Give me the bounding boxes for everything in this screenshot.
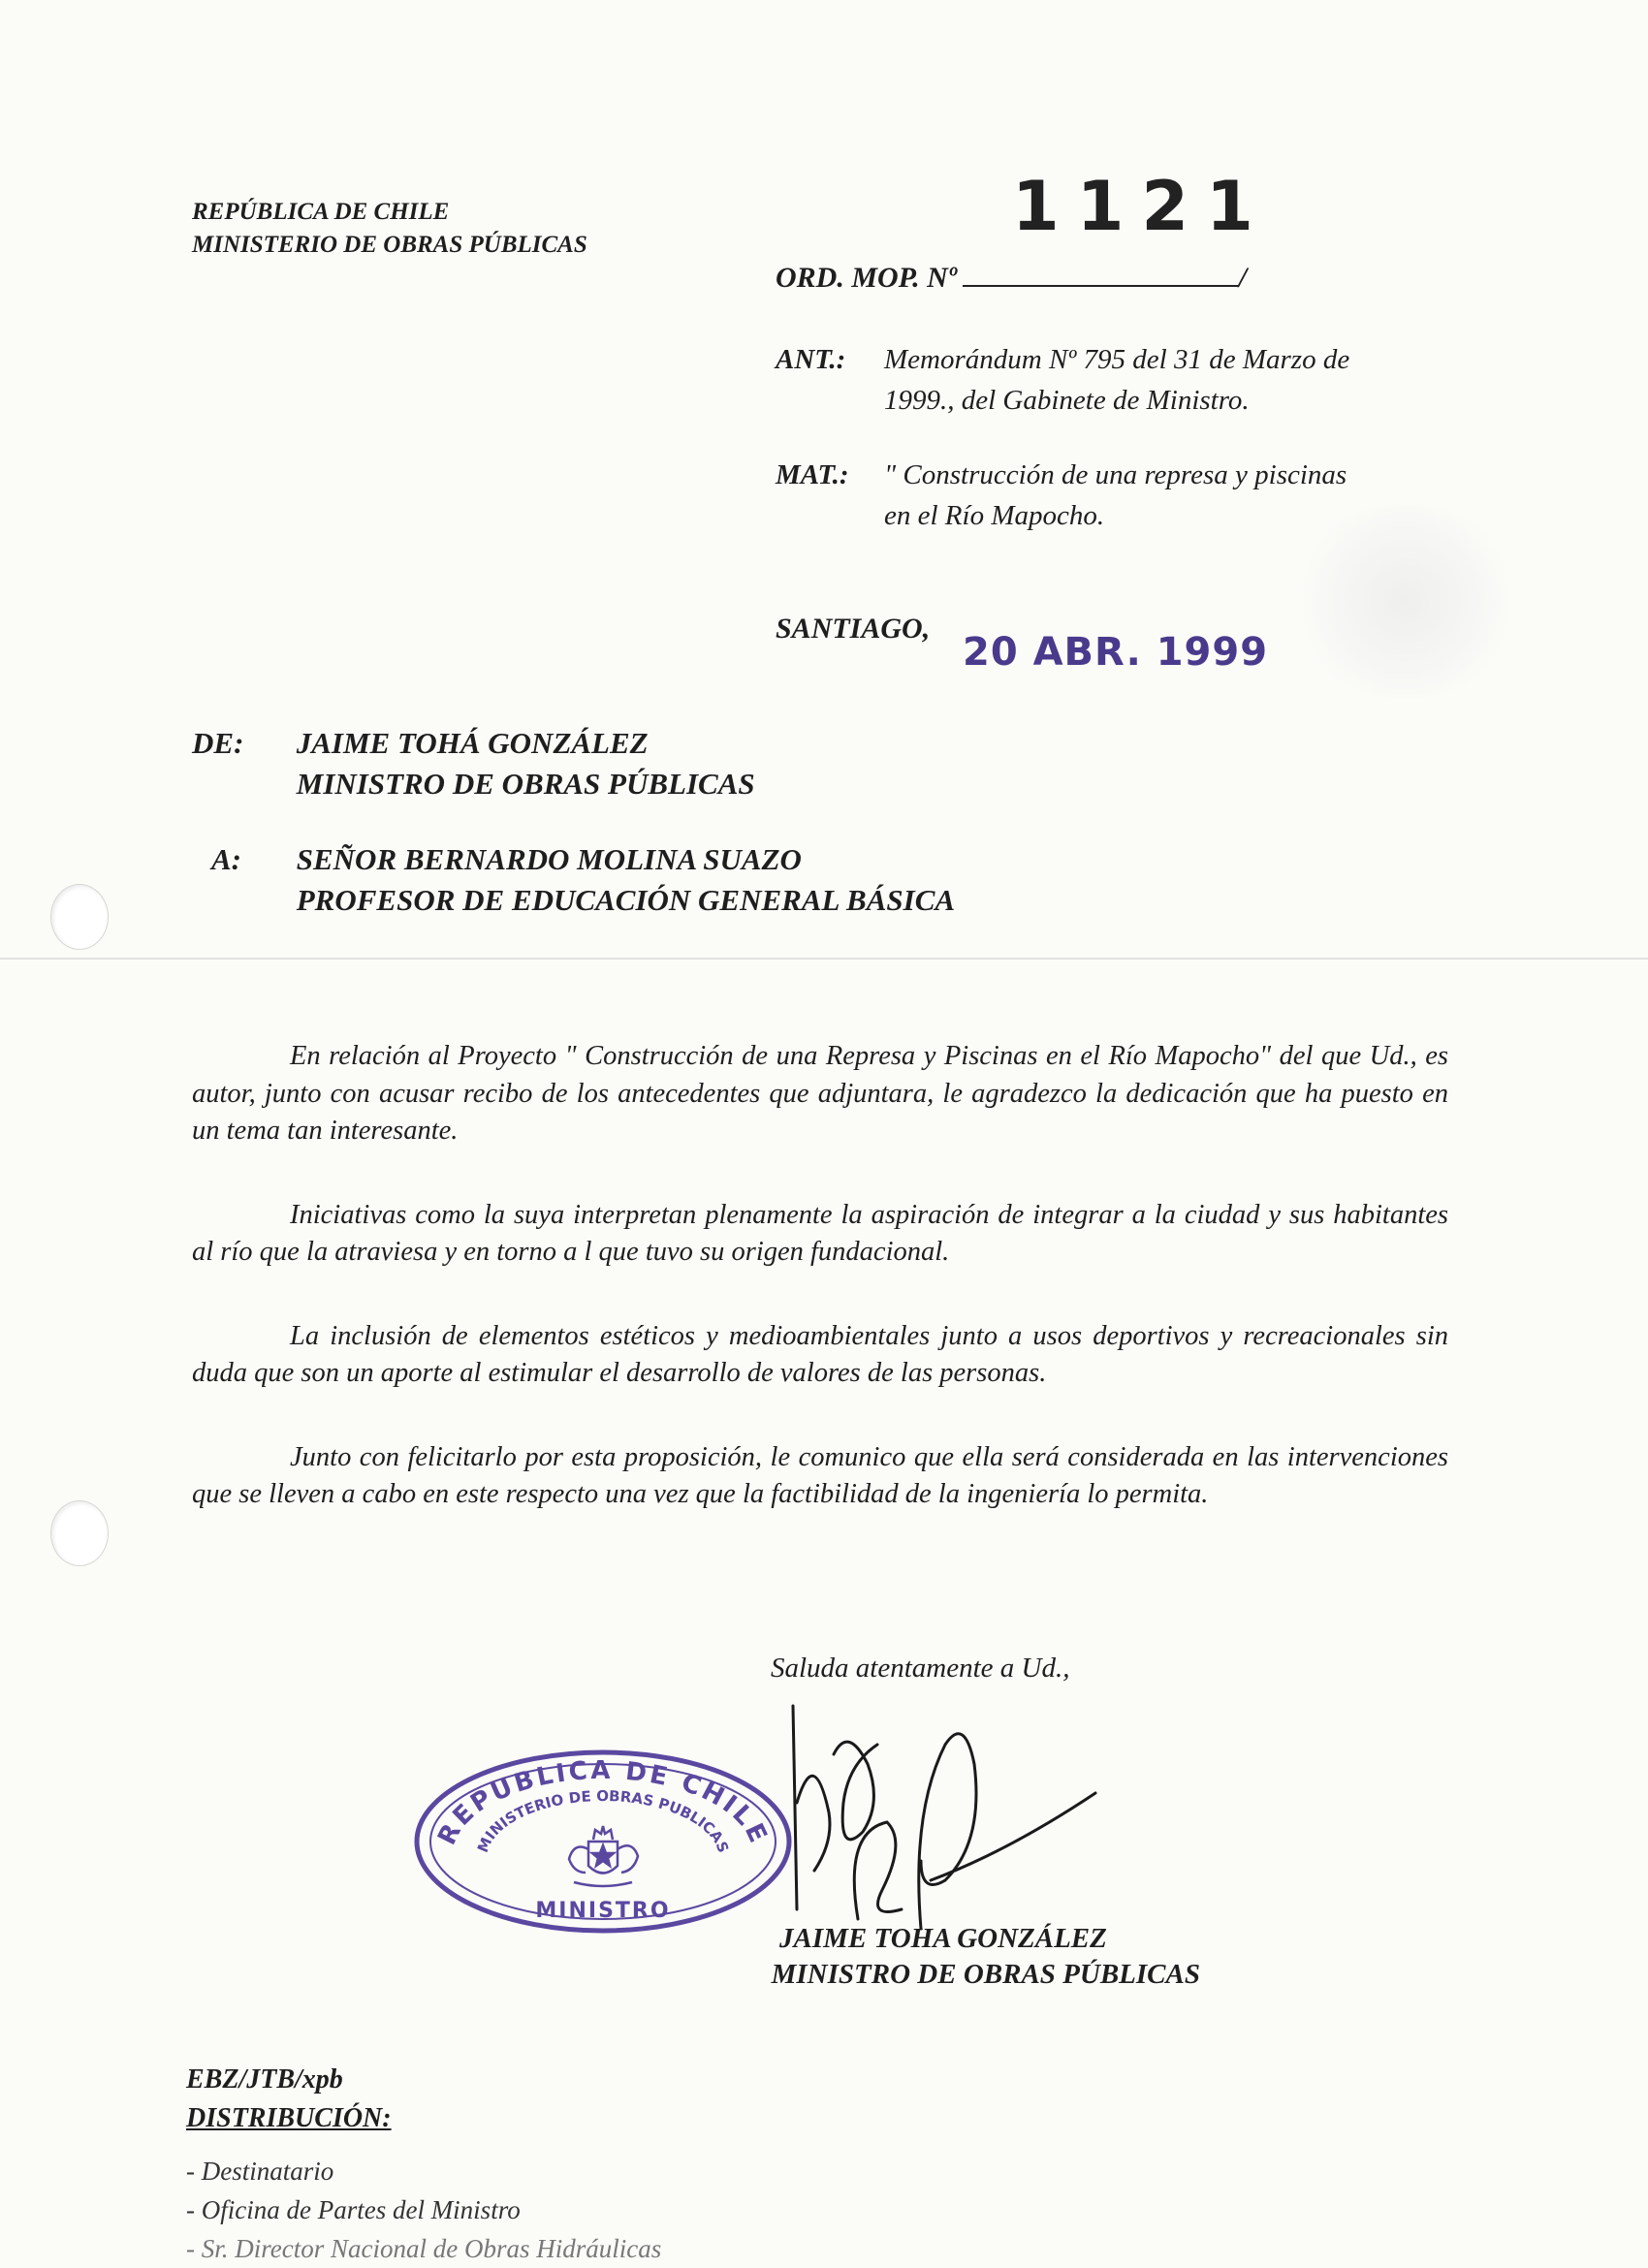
to-title: PROFESOR DE EDUCACIÓN GENERAL BÁSICA: [296, 883, 956, 917]
body-paragraph-2: Iniciativas como la suya interpretan plenamente la aspiración de integrar a la ciudad y sus habitantes al río que la atraviesa y en torno a l que tuvo su origen fundacional.: [192, 1199, 1448, 1267]
from-name: JAIME TOHÁ GONZÁLEZ: [296, 726, 649, 760]
from-label: DE:: [192, 726, 244, 760]
from-block: [192, 723, 755, 804]
body-paragraph-1: En relación al Proyecto " Construcción de una Represa y Piscinas en el Río Mapocho" del que Ud., es autor, junto con acusar recibo de los antecedentes que adjuntara, le agradezco la dedicación que ha puesto en un tema tan interesante.: [192, 1041, 1448, 1146]
to-label: A:: [211, 842, 241, 876]
coat-of-arms-icon: [569, 1826, 638, 1886]
closing-line: Saluda atentamente a Ud.,: [771, 1653, 1070, 1684]
ord-suffix: /: [1238, 262, 1248, 294]
mat-label: MAT.:: [776, 459, 849, 490]
ord-line: [776, 260, 1247, 295]
body-paragraph-4: Junto con felicitarlo por esta proposición, le comunico que ella será considerada en las intervenciones que se lleven a cabo en este respecto una vez que la factibilidad de la ingeniería lo permita.: [192, 1441, 1448, 1509]
distribution-title: DISTRIBUCIÓN:: [186, 2103, 392, 2133]
ord-blank: [963, 260, 1239, 287]
mat-line2: en el Río Mapocho.: [884, 500, 1105, 531]
letterhead: [192, 196, 587, 262]
date-stamp: 20 ABR. 1999: [963, 630, 1269, 675]
distribution-list: [186, 2152, 661, 2268]
seal-bottom-text: MINISTRO: [535, 1899, 671, 1923]
distribution-item: - Oficina de Partes del Ministro: [186, 2195, 521, 2224]
distribution-item: - Sr. Director Nacional de Obras Hidráulicas: [186, 2234, 662, 2263]
ord-label: ORD. MOP. Nº: [776, 262, 957, 294]
ministry-seal: [409, 1745, 797, 1938]
ant-reference: [776, 339, 1349, 421]
to-block: [192, 839, 955, 921]
letterhead-country: REPÚBLICA DE CHILE: [192, 199, 450, 225]
to-name: SEÑOR BERNARDO MOLINA SUAZO: [296, 842, 802, 876]
letterhead-ministry: MINISTERIO DE OBRAS PÚBLICAS: [192, 232, 587, 258]
seal-inner-text: MINISTERIO DE OBRAS PUBLICAS: [473, 1786, 733, 1855]
signer-name: JAIME TOHA GONZÁLEZ: [779, 1923, 1107, 1954]
mat-line1: " Construcción de una represa y piscinas: [884, 459, 1347, 490]
ant-line1: Memorándum Nº 795 del 31 de Marzo de: [884, 344, 1350, 375]
signer-title: MINISTRO DE OBRAS PÚBLICAS: [771, 1959, 1200, 1990]
body-paragraph-3: La inclusión de elementos estéticos y medioambientales junto a usos deportivos y recreacionales sin duda que son un aporte al estimular el desarrollo de valores de las personas.: [192, 1320, 1448, 1388]
punch-hole-bottom: [50, 1500, 109, 1566]
letter-body: [192, 1038, 1448, 1560]
santiago-label: SANTIAGO,: [776, 613, 931, 645]
from-title: MINISTRO DE OBRAS PÚBLICAS: [296, 767, 755, 801]
signer-block: [713, 1921, 1200, 1993]
punch-hole-top: [50, 884, 109, 950]
mat-subject: [776, 455, 1347, 536]
document-number-stamp: 1121: [1012, 167, 1271, 246]
distribution-item: - Destinatario: [186, 2157, 334, 2186]
reference-initials: EBZ/JTB/xpb: [186, 2064, 343, 2095]
paper-fold-line: [0, 958, 1648, 960]
ant-line2: 1999., del Gabinete de Ministro.: [884, 385, 1250, 416]
seal-top-text: REPUBLICA DE CHILE: [432, 1755, 774, 1850]
ant-label: ANT.:: [776, 344, 846, 375]
